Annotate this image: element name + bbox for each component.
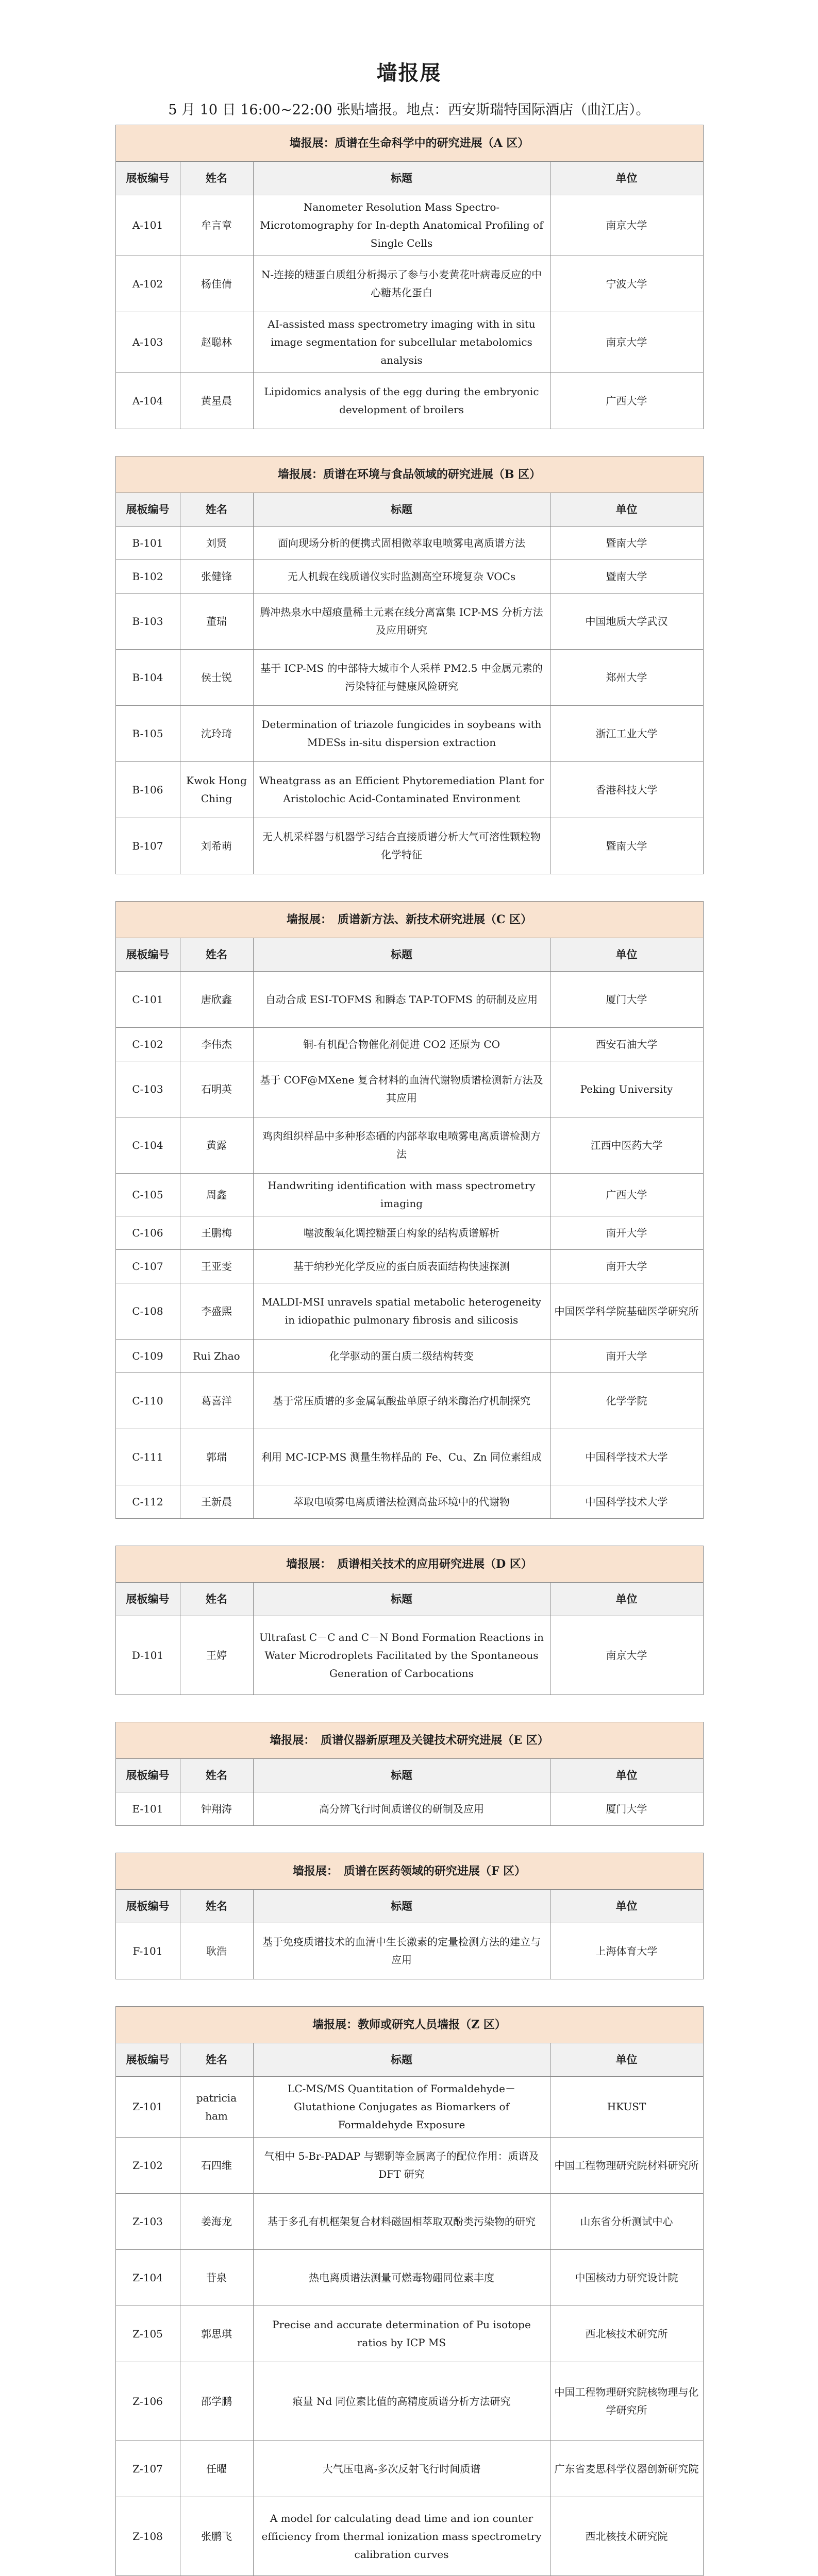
affiliation-cell: 中国核动力研究设计院 [550,2250,703,2306]
table-row [115,1117,703,1174]
column-header-board-id: 展板编号 [115,162,180,195]
column-header-unit: 单位 [550,2043,703,2077]
poster-title-cell: AI-assisted mass spectrometry imaging with in situ image segmentation for subcellular metabolomics analysis [253,312,550,373]
presenter-name-cell: 王新晨 [180,1485,253,1519]
poster-section [115,1853,703,1979]
poster-title-cell: 鸡肉组织样品中多种形态硒的内部萃取电喷雾电离质谱检测方法 [253,1117,550,1174]
column-header-board-id: 展板编号 [115,1890,180,1923]
section-title: 墙报展： 质谱在医药领域的研究进展（F 区） [115,1853,703,1890]
presenter-name-cell: patricia ham [180,2077,253,2138]
poster-section [115,456,703,874]
poster-title-cell: 痕量 Nd 同位素比值的高精度质谱分析方法研究 [253,2362,550,2441]
presenter-name-cell: 苷泉 [180,2250,253,2306]
board-id-cell: Z-101 [115,2077,180,2138]
board-id-cell: B-102 [115,560,180,594]
board-id-cell: B-101 [115,527,180,560]
presenter-name-cell: 钟翔涛 [180,1792,253,1826]
poster-title-cell: 自动合成 ESI-TOFMS 和瞬态 TAP-TOFMS 的研制及应用 [253,972,550,1028]
affiliation-cell: 香港科技大学 [550,762,703,818]
poster-table [115,1853,704,1979]
presenter-name-cell: 石明英 [180,1061,253,1117]
presenter-name-cell: 葛喜洋 [180,1373,253,1429]
board-id-cell: Z-102 [115,2138,180,2194]
poster-title-cell: 基于纳秒光化学反应的蛋白质表面结构快速探测 [253,1250,550,1283]
affiliation-cell: 宁波大学 [550,256,703,312]
affiliation-cell: 暨南大学 [550,818,703,874]
presenter-name-cell: 赵聪林 [180,312,253,373]
affiliation-cell: 中国科学技术大学 [550,1429,703,1485]
poster-table [115,1722,704,1826]
section-title: 墙报展：质谱在生命科学中的研究进展（A 区） [115,125,703,162]
column-header-unit: 单位 [550,493,703,527]
table-row [115,1174,703,1216]
table-row [115,1250,703,1283]
board-id-cell: C-105 [115,1174,180,1216]
column-header-name: 姓名 [180,1890,253,1923]
board-id-cell: A-101 [115,195,180,256]
presenter-name-cell: 张健锋 [180,560,253,594]
board-id-cell: C-109 [115,1340,180,1373]
column-header-name: 姓名 [180,1583,253,1616]
column-header-unit: 单位 [550,1583,703,1616]
poster-title-cell: Nanometer Resolution Mass Spectro-Microtomography for In-depth Anatomical Profiling of Single Cells [253,195,550,256]
presenter-name-cell: 李伟杰 [180,1028,253,1061]
column-header-title: 标题 [253,2043,550,2077]
board-id-cell: A-104 [115,373,180,429]
poster-table [115,1546,704,1695]
affiliation-cell: 南开大学 [550,1216,703,1250]
presenter-name-cell: 黄露 [180,1117,253,1174]
presenter-name-cell: 刘贤 [180,527,253,560]
column-header-unit: 单位 [550,1759,703,1792]
poster-title-cell: Precise and accurate determination of Pu isotope ratios by ICP MS [253,2306,550,2362]
poster-title-cell: 面向现场分析的便携式固相微萃取电喷雾电离质谱方法 [253,527,550,560]
poster-section [115,1546,703,1695]
affiliation-cell: 西安石油大学 [550,1028,703,1061]
affiliation-cell: Peking University [550,1061,703,1117]
presenter-name-cell: 任曜 [180,2441,253,2497]
poster-title-cell: MALDI-MSI unravels spatial metabolic heterogeneity in idiopathic pulmonary fibrosis and silicosis [253,1283,550,1340]
table-row [115,2441,703,2497]
poster-title-cell: Wheatgrass as an Efficient Phytoremediation Plant for Aristolochic Acid-Contaminated Environment [253,762,550,818]
presenter-name-cell: 侯士锐 [180,650,253,706]
poster-title-cell: 基于 ICP-MS 的中部特大城市个人采样 PM2.5 中金属元素的污染特征与健康风险研究 [253,650,550,706]
affiliation-cell: 中国医学科学院基础医学研究所 [550,1283,703,1340]
section-title: 墙报展：教师或研究人员墙报（Z 区） [115,2007,703,2043]
column-header-title: 标题 [253,493,550,527]
board-id-cell: Z-106 [115,2362,180,2441]
table-row [115,2306,703,2362]
affiliation-cell: 化学学院 [550,1373,703,1429]
table-row [115,527,703,560]
poster-title-cell: 利用 MC-ICP-MS 测量生物样品的 Fe、Cu、Zn 同位素组成 [253,1429,550,1485]
affiliation-cell: 厦门大学 [550,1792,703,1826]
affiliation-cell: 浙江工业大学 [550,706,703,762]
affiliation-cell: 中国工程物理研究院核物理与化学研究所 [550,2362,703,2441]
presenter-name-cell: 王婷 [180,1616,253,1695]
poster-title-cell: 基于多孔有机框架复合材料磁固相萃取双酚类污染物的研究 [253,2194,550,2250]
board-id-cell: E-101 [115,1792,180,1826]
poster-section [115,125,703,429]
board-id-cell: B-105 [115,706,180,762]
table-row [115,972,703,1028]
table-row [115,1616,703,1695]
poster-section [115,2006,703,2576]
affiliation-cell: 广东省麦思科学仪器创新研究院 [550,2441,703,2497]
table-row [115,1485,703,1519]
affiliation-cell: 厦门大学 [550,972,703,1028]
presenter-name-cell: Kwok Hong Ching [180,762,253,818]
table-row [115,1923,703,1979]
affiliation-cell: 中国工程物理研究院材料研究所 [550,2138,703,2194]
column-header-board-id: 展板编号 [115,493,180,527]
board-id-cell: Z-104 [115,2250,180,2306]
column-header-title: 标题 [253,1583,550,1616]
poster-title-cell: N-连接的糖蛋白质组分析揭示了参与小麦黄花叶病毒反应的中心糖基化蛋白 [253,256,550,312]
table-row [115,2138,703,2194]
affiliation-cell: 暨南大学 [550,560,703,594]
board-id-cell: C-104 [115,1117,180,1174]
board-id-cell: C-108 [115,1283,180,1340]
table-row [115,1028,703,1061]
column-header-name: 姓名 [180,162,253,195]
poster-title-cell: 基于常压质谱的多金属氧酸盐单原子纳米酶治疗机制探究 [253,1373,550,1429]
board-id-cell: A-102 [115,256,180,312]
poster-title-cell: 萃取电喷雾电离质谱法检测高盐环境中的代谢物 [253,1485,550,1519]
board-id-cell: Z-108 [115,2497,180,2576]
presenter-name-cell: 沈玲琦 [180,706,253,762]
affiliation-cell: 南京大学 [550,312,703,373]
board-id-cell: C-111 [115,1429,180,1485]
affiliation-cell: 上海体育大学 [550,1923,703,1979]
schedule-info: 5 月 10 日 16:00~22:00 张贴墙报。地点：西安斯瑞特国际酒店（曲江店）。 [168,102,650,118]
affiliation-cell: 中国地质大学武汉 [550,594,703,650]
presenter-name-cell: 杨佳倩 [180,256,253,312]
column-header-unit: 单位 [550,938,703,972]
poster-section [115,1722,703,1826]
affiliation-cell: 暨南大学 [550,527,703,560]
presenter-name-cell: 牟言章 [180,195,253,256]
board-id-cell: C-110 [115,1373,180,1429]
column-header-board-id: 展板编号 [115,1583,180,1616]
board-id-cell: Z-107 [115,2441,180,2497]
poster-title-cell: LC-MS/MS Quantitation of Formaldehyde－Glutathione Conjugates as Biomarkers of Formaldehyde Exposure [253,2077,550,2138]
presenter-name-cell: Rui Zhao [180,1340,253,1373]
presenter-name-cell: 郭思琪 [180,2306,253,2362]
section-title: 墙报展： 质谱新方法、新技术研究进展（C 区） [115,902,703,938]
column-header-unit: 单位 [550,162,703,195]
section-title: 墙报展： 质谱仪器新原理及关键技术研究进展（E 区） [115,1722,703,1759]
section-title: 墙报展： 质谱相关技术的应用研究进展（D 区） [115,1546,703,1583]
sections-container [0,125,818,2576]
board-id-cell: C-112 [115,1485,180,1519]
table-row [115,373,703,429]
table-row [115,706,703,762]
column-header-name: 姓名 [180,2043,253,2077]
poster-section [115,901,703,1519]
table-row [115,1061,703,1117]
presenter-name-cell: 王亚雯 [180,1250,253,1283]
column-header-title: 标题 [253,1759,550,1792]
board-id-cell: F-101 [115,1923,180,1979]
table-row [115,195,703,256]
poster-title-cell: 化学驱动的蛋白质二级结构转变 [253,1340,550,1373]
table-row [115,2362,703,2441]
poster-table [115,901,704,1519]
table-row [115,1340,703,1373]
affiliation-cell: 南京大学 [550,1616,703,1695]
column-header-title: 标题 [253,1890,550,1923]
poster-title-cell: 基于 COF@MXene 复合材料的血清代谢物质谱检测新方法及其应用 [253,1061,550,1117]
table-row [115,818,703,874]
affiliation-cell: 广西大学 [550,1174,703,1216]
presenter-name-cell: 耿浩 [180,1923,253,1979]
board-id-cell: C-106 [115,1216,180,1250]
poster-table [115,2006,704,2576]
board-id-cell: C-103 [115,1061,180,1117]
board-id-cell: D-101 [115,1616,180,1695]
affiliation-cell: 江西中医药大学 [550,1117,703,1174]
poster-title-cell: Ultrafast C－C and C－N Bond Formation Reactions in Water Microdroplets Facilitated by the Spontaneous Generation of Carbocations [253,1616,550,1695]
page-title: 墙报展 [376,61,442,85]
section-title: 墙报展：质谱在环境与食品领域的研究进展（B 区） [115,456,703,493]
poster-title-cell: Lipidomics analysis of the egg during the embryonic development of broilers [253,373,550,429]
presenter-name-cell: 邵学鹏 [180,2362,253,2441]
poster-title-cell: 大气压电离-多次反射飞行时间质谱 [253,2441,550,2497]
poster-title-cell: 热电离质谱法测量可燃毒物硼同位素丰度 [253,2250,550,2306]
table-row [115,560,703,594]
presenter-name-cell: 姜海龙 [180,2194,253,2250]
poster-table [115,125,704,429]
board-id-cell: B-103 [115,594,180,650]
table-row [115,1373,703,1429]
presenter-name-cell: 李盛熙 [180,1283,253,1340]
column-header-title: 标题 [253,938,550,972]
board-id-cell: C-107 [115,1250,180,1283]
board-id-cell: B-106 [115,762,180,818]
table-row [115,312,703,373]
table-row [115,762,703,818]
affiliation-cell: 南开大学 [550,1250,703,1283]
table-row [115,1216,703,1250]
affiliation-cell: 南开大学 [550,1340,703,1373]
poster-title-cell: 噻波酸氧化调控糖蛋白构象的结构质谱解析 [253,1216,550,1250]
board-id-cell: Z-103 [115,2194,180,2250]
presenter-name-cell: 石四维 [180,2138,253,2194]
board-id-cell: Z-105 [115,2306,180,2362]
column-header-unit: 单位 [550,1890,703,1923]
board-id-cell: C-102 [115,1028,180,1061]
affiliation-cell: 广西大学 [550,373,703,429]
table-row [115,2077,703,2138]
table-row [115,1429,703,1485]
column-header-board-id: 展板编号 [115,1759,180,1792]
poster-title-cell: 无人机载在线质谱仪实时监测高空环境复杂 VOCs [253,560,550,594]
column-header-name: 姓名 [180,938,253,972]
poster-title-cell: A model for calculating dead time and ion counter efficiency from thermal ionization mass spectrometry calibration curves [253,2497,550,2576]
poster-table [115,456,704,874]
poster-title-cell: 气相中 5-Br-PADAP 与锶锕等金属离子的配位作用：质谱及 DFT 研究 [253,2138,550,2194]
table-row [115,256,703,312]
table-row [115,1792,703,1826]
presenter-name-cell: 郭瑞 [180,1429,253,1485]
poster-title-cell: 高分辨飞行时间质谱仪的研制及应用 [253,1792,550,1826]
affiliation-cell: 西北核技术研究所 [550,2306,703,2362]
table-row [115,2250,703,2306]
affiliation-cell: 南京大学 [550,195,703,256]
presenter-name-cell: 董瑞 [180,594,253,650]
presenter-name-cell: 周鑫 [180,1174,253,1216]
presenter-name-cell: 刘希萌 [180,818,253,874]
poster-title-cell: 铜-有机配合物催化剂促进 CO2 还原为 CO [253,1028,550,1061]
table-row [115,2497,703,2576]
poster-title-cell: 腾冲热泉水中超痕量稀土元素在线分离富集 ICP-MS 分析方法及应用研究 [253,594,550,650]
board-id-cell: B-104 [115,650,180,706]
presenter-name-cell: 黄星晨 [180,373,253,429]
presenter-name-cell: 唐欣鑫 [180,972,253,1028]
poster-title-cell: 基于免疫质谱技术的血清中生长激素的定量检测方法的建立与应用 [253,1923,550,1979]
presenter-name-cell: 王鹏梅 [180,1216,253,1250]
column-header-title: 标题 [253,162,550,195]
table-row [115,650,703,706]
table-row [115,1283,703,1340]
table-row [115,594,703,650]
column-header-board-id: 展板编号 [115,938,180,972]
poster-title-cell: 无人机采样器与机器学习结合直接质谱分析大气可溶性颗粒物化学特征 [253,818,550,874]
board-id-cell: C-101 [115,972,180,1028]
poster-title-cell: Handwriting identification with mass spectrometry imaging [253,1174,550,1216]
affiliation-cell: 郑州大学 [550,650,703,706]
affiliation-cell: 山东省分析测试中心 [550,2194,703,2250]
column-header-name: 姓名 [180,1759,253,1792]
affiliation-cell: HKUST [550,2077,703,2138]
affiliation-cell: 西北核技术研究院 [550,2497,703,2576]
column-header-name: 姓名 [180,493,253,527]
poster-title-cell: Determination of triazole fungicides in soybeans with MDESs in-situ dispersion extraction [253,706,550,762]
column-header-board-id: 展板编号 [115,2043,180,2077]
affiliation-cell: 中国科学技术大学 [550,1485,703,1519]
presenter-name-cell: 张鹏飞 [180,2497,253,2576]
table-row [115,2194,703,2250]
board-id-cell: A-103 [115,312,180,373]
board-id-cell: B-107 [115,818,180,874]
